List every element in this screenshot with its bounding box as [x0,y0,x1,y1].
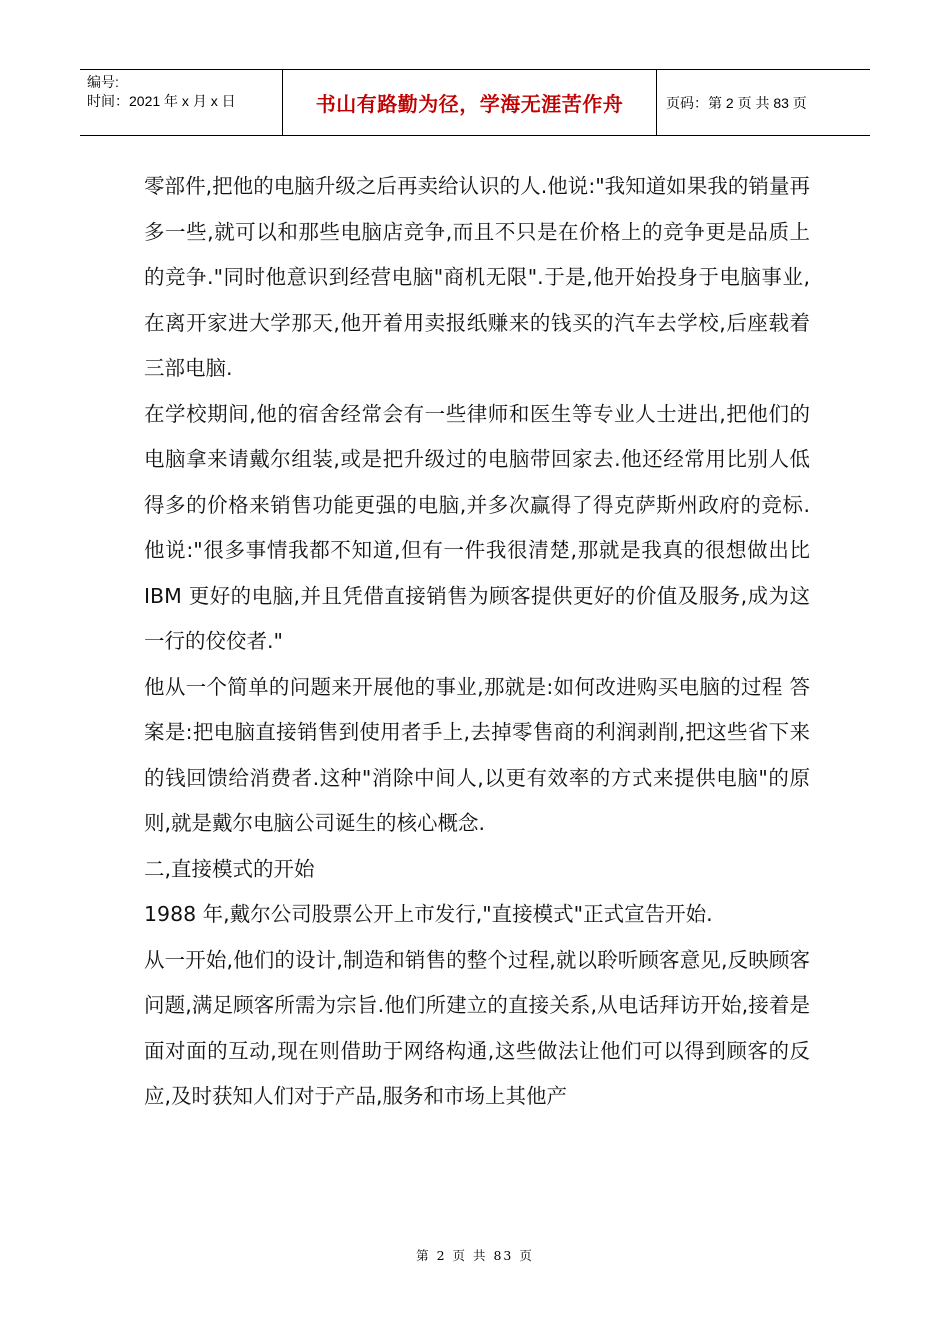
header-meta-cell [80,70,283,135]
header-motto: 书山有路勤为径，学海无涯苦作舟 [315,92,624,116]
footer-page-number: 第 2 页 共 83 页 [416,1248,534,1263]
header-page-cell [657,70,870,135]
body-paragraph: 在学校期间,他的宿舍经常会有一些律师和医生等专业人士进出,把他们的电脑拿来请戴尔组装,或是把升级过的电脑带回家去.他还经常用比别人低得多的价格来销售功能更强的电脑,并多次赢得了得克萨斯州政府的竞标.他说:"很多事情我都不知道,但有一件我很清楚,那就是我真的很想做出比 IBM 更好的电脑,并且凭借直接销售为顾客提供更好的价值及服务,成为这一行的佼佼者." [144,401,810,653]
header-page-info: 页码：第 2 页 共 83 页 [666,94,807,111]
body-paragraph: 他从一个简单的问题来开展他的事业,那就是:如何改进购买电脑的过程 答案是:把电脑直接销售到使用者手上,去掉零售商的利润剥削,把这些省下来的钱回馈给消费者.这种"消除中间人,以更有效率的方式来提供电脑"的原则,就是戴尔电脑公司诞生的核心概念. [144,674,810,835]
page-header [80,69,870,136]
body-paragraph: 1988 年,戴尔公司股票公开上市发行,"直接模式"正式宣告开始. [144,902,713,926]
document-body [144,164,810,1120]
document-number-label: 编号: [87,74,119,90]
body-paragraph: 零部件,把他的电脑升级之后再卖给认识的人.他说:"我知道如果我的销量再多一些,就可以和那些电脑店竞争,而且不只是在价格上的竞争更是品质上的竞争."同时他意识到经营电脑"商机无限".于是,他开始投身于电脑事业,在离开家进大学那天,他开着用卖报纸赚来的钱买的汽车去学校,后座载着三部电脑. [144,174,810,380]
section-heading: 二,直接模式的开始 [144,856,315,881]
body-paragraph: 从一开始,他们的设计,制造和销售的整个过程,就以聆听顾客意见,反映顾客问题,满足顾客所需为宗旨.他们所建立的直接关系,从电话拜访开始,接着是面对面的互动,现在则借助于网络构通,这些做法让他们可以得到顾客的反应,及时获知人们对于产品,服务和市场上其他产 [144,947,810,1108]
header-motto-cell [283,70,657,135]
page-footer [0,1246,950,1264]
document-date: 时间：2021 年 x 月 x 日 [87,93,236,109]
